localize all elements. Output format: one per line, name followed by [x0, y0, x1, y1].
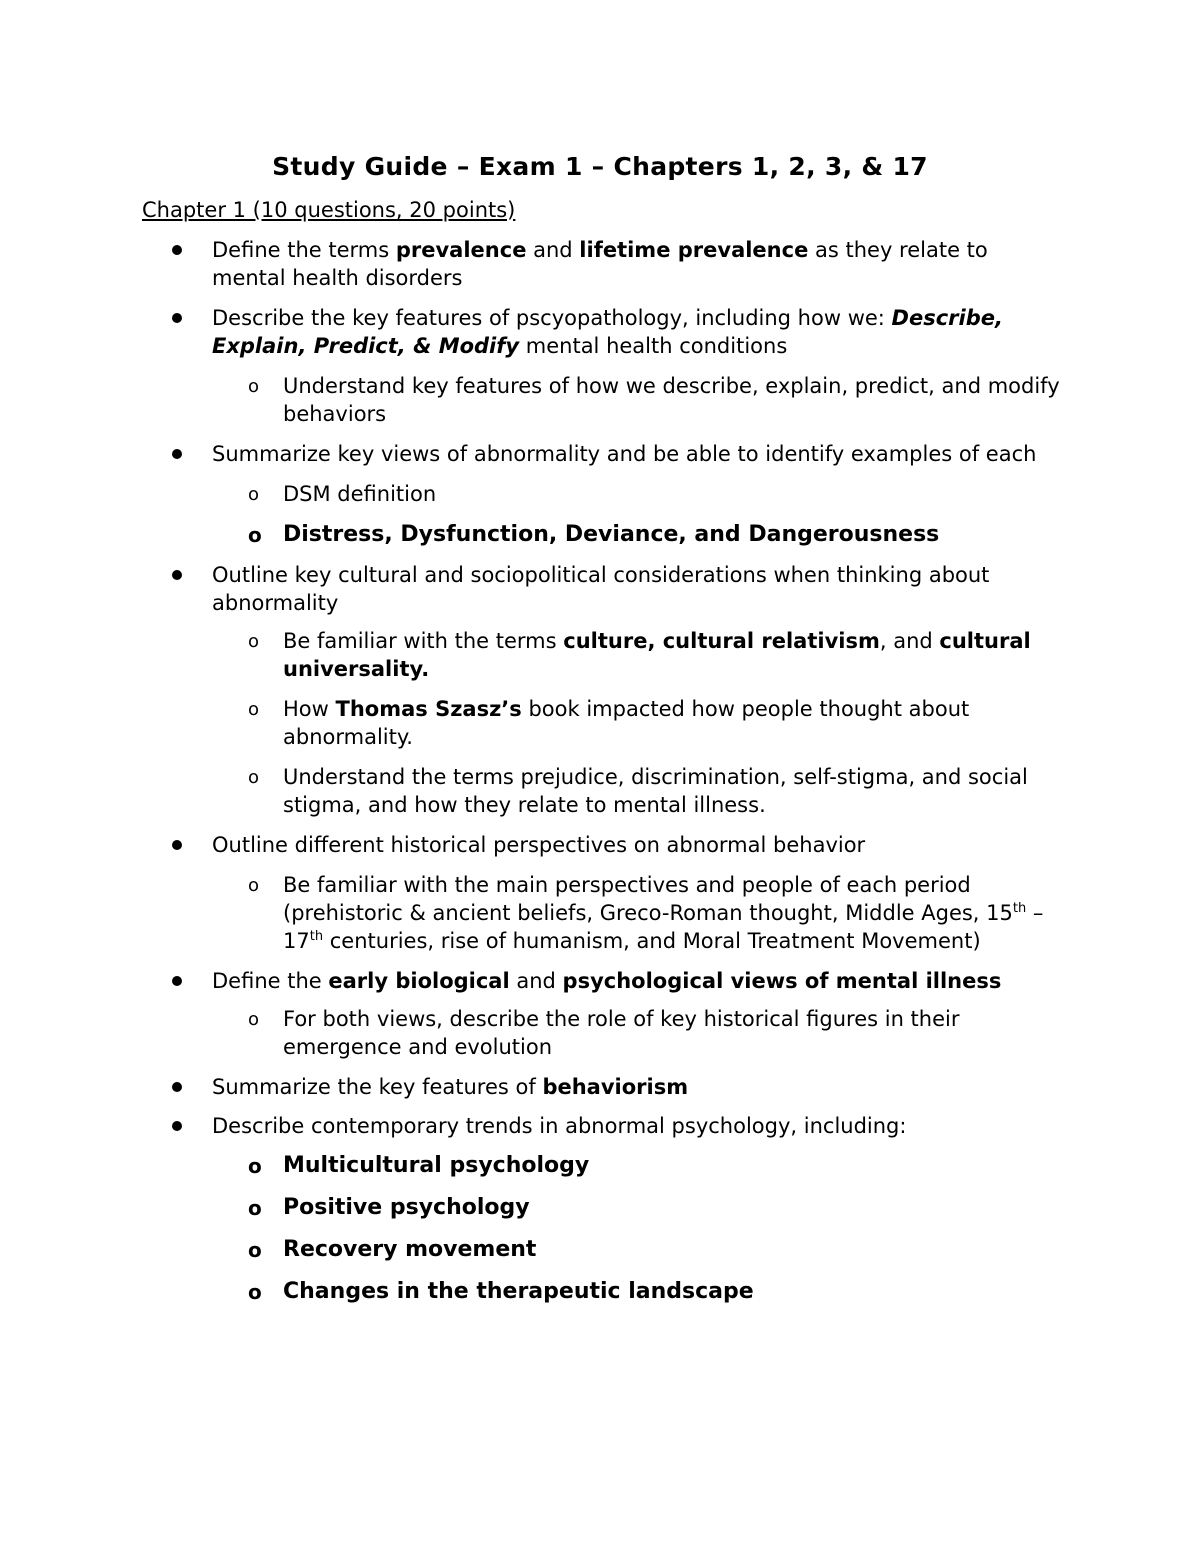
chapter-1-outline — [0, 236, 1200, 1306]
bullet-icon — [172, 840, 182, 850]
list-subitem: o Understand key features of how we describe, explain, predict, and modify behaviors — [248, 374, 1060, 426]
bullet-icon — [172, 313, 182, 323]
bullet-icon — [172, 245, 182, 255]
chapter-1-heading: Chapter 1 (10 questions, 20 points) — [142, 198, 516, 222]
hollow-bullet-icon: o — [248, 767, 260, 788]
list-subitem: o Understand the terms prejudice, discrimination, self-stigma, and social stigma, and how they relate to mental illness. — [248, 765, 1028, 817]
term-lifetime-prevalence: lifetime prevalence — [579, 238, 809, 262]
list-item: Define the early biological and psychological views of mental illness — [0, 967, 1062, 995]
bullet-icon — [172, 570, 182, 580]
list-item: Summarize key views of abnormality and be able to identify examples of each — [0, 440, 1062, 468]
bullet-icon — [172, 1082, 182, 1092]
list-subitem: o Distress, Dysfunction, Deviance, and Dangerousness — [0, 520, 1063, 549]
list-subitem: o For both views, describe the role of key historical figures in their emergence and evolution — [248, 1007, 960, 1059]
hollow-bullet-icon: o — [248, 376, 260, 397]
list-item: Describe the key features of pscyopathology, including how we: Describe, Explain, Predict, & Modify mental health conditions — [0, 304, 1062, 360]
bullet-icon — [172, 1121, 182, 1131]
hollow-bullet-icon: o — [248, 1009, 260, 1030]
hollow-bullet-icon: o — [248, 1196, 262, 1220]
list-item: Outline key cultural and sociopolitical considerations when thinking about abnormality — [0, 561, 1062, 617]
list-item: Describe contemporary trends in abnormal psychology, including: — [0, 1112, 1062, 1140]
term-describe-explain-predict-modify: Describe, Explain, Predict, & Modify — [212, 306, 1003, 358]
hollow-bullet-icon: o — [248, 1280, 262, 1304]
list-subitem: o How Thomas Szasz’s book impacted how people thought about abnormality. — [248, 697, 970, 749]
list-subitem: o Changes in the therapeutic landscape — [0, 1277, 1063, 1306]
page-title: Study Guide – Exam 1 – Chapters 1, 2, 3, & 17 — [272, 152, 928, 181]
hollow-bullet-icon: o — [248, 875, 260, 896]
list-subitem: o Positive psychology — [0, 1193, 1063, 1222]
hollow-bullet-icon: o — [248, 699, 260, 720]
hollow-bullet-icon: o — [248, 523, 262, 547]
hollow-bullet-icon: o — [248, 1154, 262, 1178]
hollow-bullet-icon: o — [248, 484, 260, 505]
list-item: Summarize the key features of behaviorism — [0, 1073, 1062, 1101]
bullet-icon — [172, 449, 182, 459]
term-prevalence: prevalence — [395, 238, 527, 262]
list-subitem: o Be familiar with the terms culture, cultural relativism, and cultural universality. — [248, 629, 1031, 681]
list-item: Define the terms prevalence and lifetime prevalence as they relate to mental health disorders — [0, 236, 1062, 292]
bullet-icon — [172, 976, 182, 986]
list-subitem: o Be familiar with the main perspectives and people of each period (prehistoric & ancient beliefs, Greco-Roman thought, Middle Ages, 15th – 17th centuries, rise of humanism, and Moral Treatment Movement) — [248, 873, 1044, 953]
hollow-bullet-icon: o — [248, 631, 260, 652]
hollow-bullet-icon: o — [248, 1238, 262, 1262]
list-item: Outline different historical perspectives on abnormal behavior — [0, 831, 1062, 859]
list-subitem: o Multicultural psychology — [0, 1151, 1063, 1180]
list-subitem: o DSM definition — [0, 480, 1063, 508]
list-subitem: o Recovery movement — [0, 1235, 1063, 1264]
